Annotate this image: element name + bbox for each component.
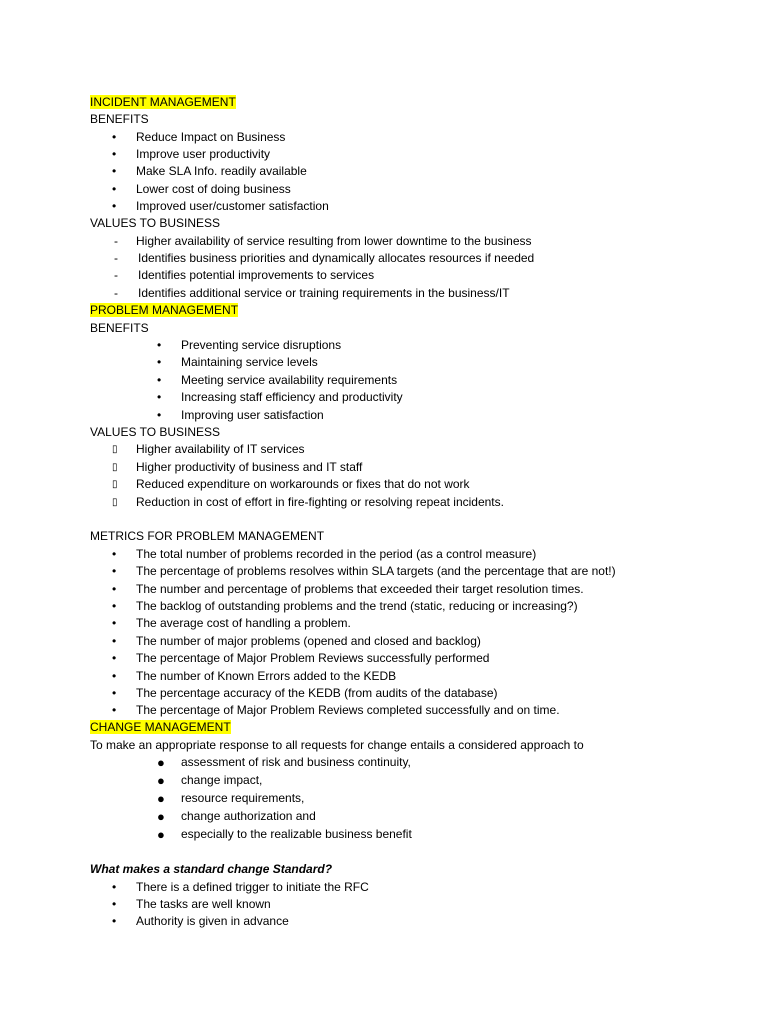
disc-bullet-icon: ●	[157, 773, 165, 788]
bullet-icon: •	[112, 582, 117, 596]
bullet-icon: •	[157, 390, 162, 404]
bullet-icon: •	[157, 355, 162, 369]
list-item-text: Preventing service disruptions	[181, 338, 342, 352]
list-item-text: Lower cost of doing business	[136, 182, 291, 196]
bullet-icon: •	[112, 130, 117, 144]
bullet-icon: •	[157, 408, 162, 422]
bullet-icon: •	[112, 651, 117, 665]
bullet-icon: •	[112, 616, 117, 630]
disc-bullet-icon: ●	[157, 827, 165, 842]
problem-heading: PROBLEM MANAGEMENT	[90, 303, 239, 317]
list-item-text: Higher availability of IT services	[136, 442, 305, 456]
standard-change-question: What makes a standard change Standard?	[90, 862, 333, 876]
list-item-text: There is a defined trigger to initiate the RFC	[136, 880, 369, 894]
list-item-text: Reduce Impact on Business	[136, 130, 286, 144]
disc-bullet-icon: ●	[157, 791, 165, 806]
list-item-text: The percentage of problems resolves within SLA targets (and the percentage that are not!)	[136, 564, 616, 578]
list-item-text: change authorization and	[181, 809, 316, 823]
list-item-text: Meeting service availability requirements	[181, 373, 398, 387]
metrics-label: METRICS FOR PROBLEM MANAGEMENT	[90, 529, 325, 543]
bullet-icon: •	[157, 373, 162, 387]
placeholder-glyph-icon: ▯	[112, 479, 118, 490]
list-item-text: change impact,	[181, 773, 263, 787]
list-item-text: Identifies business priorities and dynamically allocates resources if needed	[138, 251, 535, 265]
list-item-text: especially to the realizable business benefit	[181, 827, 412, 841]
bullet-icon: •	[112, 669, 117, 683]
incident-heading: INCIDENT MANAGEMENT	[90, 95, 236, 109]
list-item-text: Reduced expenditure on workarounds or fixes that do not work	[136, 477, 470, 491]
list-item-text: Reduction in cost of effort in fire-fighting or resolving repeat incidents.	[136, 495, 504, 509]
list-item-text: Improving user satisfaction	[181, 408, 324, 422]
disc-bullet-icon: ●	[157, 755, 165, 770]
bullet-icon: •	[112, 703, 117, 717]
bullet-icon: •	[112, 199, 117, 213]
list-item-text: assessment of risk and business continuity,	[181, 755, 411, 769]
dash-icon: -	[114, 286, 118, 300]
bullet-icon: •	[112, 880, 117, 894]
list-item-text: The number of Known Errors added to the KEDB	[136, 669, 397, 683]
placeholder-glyph-icon: ▯	[112, 444, 118, 455]
list-item-text: Higher productivity of business and IT staff	[136, 460, 363, 474]
bullet-icon: •	[112, 547, 117, 561]
list-item-text: Identifies potential improvements to services	[138, 268, 375, 282]
placeholder-glyph-icon: ▯	[112, 497, 118, 508]
list-item-text: resource requirements,	[181, 791, 305, 805]
dash-icon: -	[114, 234, 118, 248]
problem-values-label: VALUES TO BUSINESS	[90, 425, 221, 439]
list-item-text: The number of major problems (opened and closed and backlog)	[136, 634, 481, 648]
change-intro: To make an appropriate response to all requests for change entails a considered approach to	[90, 738, 584, 752]
bullet-icon: •	[112, 897, 117, 911]
bullet-icon: •	[112, 686, 117, 700]
dash-icon: -	[114, 251, 118, 265]
list-item-text: Authority is given in advance	[136, 914, 289, 928]
list-item-text: Make SLA Info. readily available	[136, 164, 307, 178]
list-item-text: Maintaining service levels	[181, 355, 318, 369]
dash-icon: -	[114, 268, 118, 282]
placeholder-glyph-icon: ▯	[112, 462, 118, 473]
incident-benefits-label: BENEFITS	[90, 112, 149, 126]
bullet-icon: •	[112, 564, 117, 578]
list-item-text: The backlog of outstanding problems and the trend (static, reducing or increasing?)	[136, 599, 578, 613]
list-item-text: Identifies additional service or training requirements in the business/IT	[138, 286, 510, 300]
list-item-text: The percentage of Major Problem Reviews successfully performed	[136, 651, 490, 665]
bullet-icon: •	[112, 634, 117, 648]
problem-benefits-label: BENEFITS	[90, 321, 149, 335]
change-heading: CHANGE MANAGEMENT	[90, 720, 231, 734]
bullet-icon: •	[157, 338, 162, 352]
list-item-text: The average cost of handling a problem.	[136, 616, 351, 630]
list-item-text: The percentage accuracy of the KEDB (from audits of the database)	[136, 686, 498, 700]
bullet-icon: •	[112, 164, 117, 178]
disc-bullet-icon: ●	[157, 809, 165, 824]
list-item-text: Higher availability of service resulting from lower downtime to the business	[136, 234, 532, 248]
bullet-icon: •	[112, 182, 117, 196]
list-item-text: Increasing staff efficiency and productivity	[181, 390, 403, 404]
list-item-text: Improve user productivity	[136, 147, 271, 161]
list-item-text: The tasks are well known	[136, 897, 271, 911]
bullet-icon: •	[112, 914, 117, 928]
bullet-icon: •	[112, 147, 117, 161]
list-item-text: The number and percentage of problems that exceeded their target resolution times.	[136, 582, 584, 596]
list-item-text: The total number of problems recorded in the period (as a control measure)	[136, 547, 537, 561]
bullet-icon: •	[112, 599, 117, 613]
incident-values-label: VALUES TO BUSINESS	[90, 216, 221, 230]
list-item-text: Improved user/customer satisfaction	[136, 199, 329, 213]
list-item-text: The percentage of Major Problem Reviews completed successfully and on time.	[136, 703, 560, 717]
